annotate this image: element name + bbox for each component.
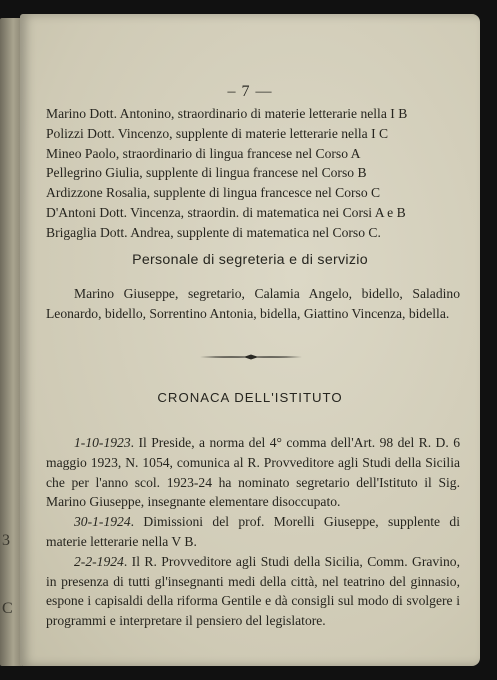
staff-list: [46, 104, 456, 243]
staff-line: Ardizzone Rosalia, supplente di lingua francesce nel Corso C: [46, 185, 381, 201]
staff-line: Marino Dott. Antonino, straordinario di materie letterarie nella I B: [46, 106, 408, 121]
staff-line: Mineo Paolo, straordinario di lingua francese nel Corso A: [46, 145, 361, 161]
secretary-paragraph: [46, 284, 460, 324]
chronicle-entry: [46, 512, 460, 552]
previous-page-edge: [0, 18, 22, 666]
chronicle-text: . Il R. Provveditore agli Studi della Sicilia, Comm. Gravino, in presenza di tutti gl'insegnanti medi della città, nel teatrino del ginnasio, espone i capisaldi della riforma Gentile e dà consigli sul modo di svolgere i programmi e interpretare il pensiero del legislatore.: [46, 553, 460, 629]
staff-line: Polizzi Dott. Vincenzo, supplente di materie letterarie nella I C: [46, 125, 389, 141]
chronicle-date: 2-2-1924: [74, 553, 124, 569]
ornamental-divider: [200, 354, 302, 360]
chronicle-date: 30-1-1924: [74, 514, 131, 530]
staff-line: Pellegrino Giulia, supplente di lingua francese nel Corso B: [46, 165, 367, 181]
chronicle-entries: [46, 433, 460, 631]
page-number: – 7 —: [227, 83, 273, 100]
chronicle-text: . Dimissioni del prof. Morelli Giuseppe, supplente di materie letterarie nella V B.: [46, 514, 460, 549]
previous-page-mark: 3: [2, 532, 10, 549]
previous-page-mark: C: [2, 600, 13, 617]
staff-line: Brigaglia Dott. Andrea, supplente di matematica nel Corso C.: [46, 224, 381, 240]
section-heading-secretary: Personale di segreteria e di servizio: [132, 252, 368, 268]
chronicle-entry: [46, 433, 460, 512]
chronicle-text: . Il Preside, a norma del 4° comma dell'Art. 98 del R. D. 6 maggio 1923, N. 1054, comunica al R. Provveditore agli Studi della Sicilia che per l'anno scol. 1923-24 ha nominato segretario dell'Istituto il Sig. Marino Giuseppe, insegnante elementare disoccupato.: [46, 435, 460, 510]
chronicle-date: 1-10-1923: [74, 435, 131, 450]
section-heading-chronicle: CRONACA DELL'ISTITUTO: [157, 390, 343, 405]
book-page: [20, 14, 480, 666]
chronicle-entry: [46, 552, 460, 631]
secretary-text: Marino Giuseppe, segretario, Calamia Angelo, bidello, Saladino Leonardo, bidello, Sorrentino Antonia, bidella, Giattino Vincenza, bidella.: [46, 286, 460, 321]
staff-line: D'Antoni Dott. Vincenza, straordin. di matematica nei Corsi A e B: [46, 204, 406, 220]
